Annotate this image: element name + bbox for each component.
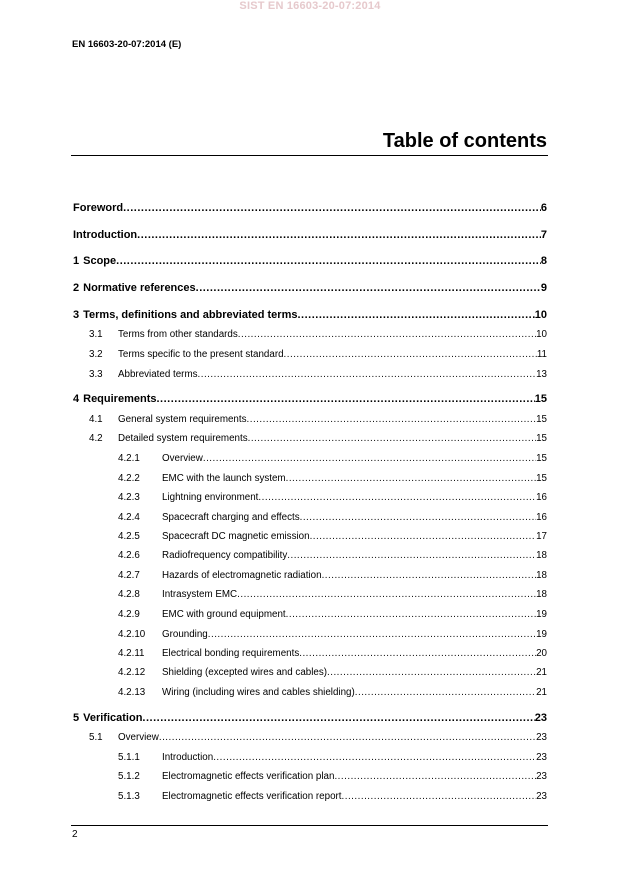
toc-dot-leader: [297, 308, 534, 323]
toc-entry-number: 4.2.2: [118, 473, 140, 484]
toc-entry-number: 5.1.3: [118, 791, 140, 802]
toc-entry-number: 3: [73, 309, 80, 321]
toc-entry[interactable]: [118, 472, 547, 486]
toc-dot-leader: [238, 328, 536, 342]
toc-entry-label: Foreword: [73, 202, 124, 214]
toc-entry-label: Terms from other standards: [118, 329, 238, 340]
toc-entry-page: 20: [536, 648, 547, 659]
toc-entry-number: 3.1: [89, 329, 103, 340]
toc-entry-page: 10: [534, 309, 547, 321]
toc-entry[interactable]: [118, 666, 547, 680]
toc-entry-page: 23: [534, 712, 547, 724]
toc-entry[interactable]: [118, 491, 547, 505]
toc-entry-label: Normative references: [83, 282, 196, 294]
toc-entry[interactable]: [118, 569, 547, 583]
toc-dot-leader: [342, 790, 537, 804]
toc-dot-leader: [237, 588, 536, 602]
toc-entry[interactable]: [89, 328, 547, 342]
toc-entry-page: 15: [536, 433, 547, 444]
toc-dot-leader: [116, 254, 541, 269]
toc-dot-leader: [247, 413, 537, 427]
toc-entry-label: Spacecraft DC magnetic emission: [162, 531, 310, 542]
toc-dot-leader: [156, 392, 534, 407]
toc-entry-number: 4.2.9: [118, 609, 140, 620]
toc-entry-label: Introduction: [73, 229, 138, 241]
toc-entry-page: 17: [536, 531, 547, 542]
toc-entry-page: 18: [536, 550, 547, 561]
toc-dot-leader: [327, 666, 536, 680]
toc-dot-leader: [287, 549, 536, 563]
toc-dot-leader: [123, 201, 541, 216]
toc-entry[interactable]: [89, 348, 547, 362]
toc-entry-label: Scope: [83, 255, 117, 267]
toc-dot-leader: [213, 751, 536, 765]
toc-entry-page: 15: [536, 414, 547, 425]
toc-entry-page: 18: [536, 570, 547, 581]
toc-entry-number: 4.2.1: [118, 453, 140, 464]
toc-dot-leader: [258, 491, 536, 505]
toc-entry[interactable]: [73, 281, 547, 296]
toc-entry-label: EMC with ground equipment: [162, 609, 286, 620]
toc-entry[interactable]: [118, 549, 547, 563]
toc-entry-number: 3.3: [89, 369, 103, 380]
toc-dot-leader: [159, 731, 536, 745]
toc-entry-label: Spacecraft charging and effects: [162, 512, 300, 523]
toc-entry-label: Electromagnetic effects verification report: [162, 791, 342, 802]
toc-dot-leader: [284, 348, 537, 362]
toc-entry-page: 8: [540, 255, 547, 267]
toc-entry-number: 1: [73, 255, 80, 267]
toc-dot-leader: [322, 569, 537, 583]
toc-dot-leader: [198, 368, 537, 382]
toc-entry[interactable]: [118, 751, 547, 765]
toc-entry-label: Abbreviated terms: [118, 369, 198, 380]
toc-entry-page: 10: [536, 329, 547, 340]
page-number: 2: [72, 829, 78, 840]
toc-dot-leader: [310, 530, 537, 544]
toc-entry[interactable]: [89, 731, 547, 745]
toc-entry[interactable]: [118, 647, 547, 661]
toc-entry-number: 4: [73, 393, 80, 405]
toc-entry-page: 15: [534, 393, 547, 405]
toc-dot-leader: [286, 608, 536, 622]
toc-entry-label: Wiring (including wires and cables shielding): [162, 687, 355, 698]
toc-entry[interactable]: [118, 608, 547, 622]
toc-entry-label: Introduction: [162, 752, 214, 763]
toc-entry[interactable]: [118, 628, 547, 642]
toc-entry[interactable]: [89, 432, 547, 446]
toc-entry-label: Intrasystem EMC: [162, 589, 238, 600]
toc-entry-page: 21: [536, 687, 547, 698]
toc-dot-leader: [300, 511, 536, 525]
toc-entry-label: EMC with the launch system: [162, 473, 286, 484]
toc-entry[interactable]: [89, 413, 547, 427]
toc-entry-number: 4.2.4: [118, 512, 140, 523]
toc-entry-label: Detailed system requirements: [118, 433, 248, 444]
toc-entry-page: 11: [536, 349, 547, 360]
toc-entry[interactable]: [89, 368, 547, 382]
toc-entry[interactable]: [73, 711, 547, 726]
toc-dot-leader: [248, 432, 537, 446]
toc-entry-number: 3.2: [89, 349, 103, 360]
toc-entry-page: 9: [540, 282, 547, 294]
toc-entry-page: 7: [540, 229, 547, 241]
toc-entry[interactable]: [73, 308, 547, 323]
toc-dot-leader: [299, 647, 536, 661]
toc-entry-number: 5.1.1: [118, 752, 140, 763]
toc-entry-page: 19: [536, 629, 547, 640]
toc-entry[interactable]: [118, 790, 547, 804]
toc-entry-page: 23: [536, 771, 547, 782]
toc-entry[interactable]: [118, 770, 547, 784]
toc-entry-number: 4.2: [89, 433, 103, 444]
toc-dot-leader: [286, 472, 536, 486]
footer-divider: [71, 825, 548, 826]
toc-entry-number: 4.2.7: [118, 570, 140, 581]
page-title: Table of contents: [382, 130, 547, 152]
toc-entry-number: 5: [73, 712, 80, 724]
toc-entry-number: 4.2.10: [118, 629, 146, 640]
toc-entry-label: General system requirements: [118, 414, 247, 425]
toc-entry-number: 4.2.12: [118, 667, 146, 678]
toc-dot-leader: [355, 686, 536, 700]
toc-entry[interactable]: [118, 686, 547, 700]
toc-dot-leader: [196, 281, 541, 296]
toc-entry-label: Requirements: [83, 393, 157, 405]
toc-entry-page: 16: [536, 492, 547, 503]
toc-entry-page: 15: [536, 473, 547, 484]
toc-entry-label: Overview: [118, 732, 159, 743]
toc-entry-page: 18: [536, 589, 547, 600]
toc-entry-label: Overview: [162, 453, 203, 464]
toc-dot-leader: [334, 770, 536, 784]
toc-entry[interactable]: [118, 530, 547, 544]
toc-dot-leader: [142, 711, 534, 726]
toc-entry-page: 19: [536, 609, 547, 620]
toc-entry-label: Grounding: [162, 629, 208, 640]
toc-entry-number: 4.2.3: [118, 492, 140, 503]
toc-entry-number: 4.2.6: [118, 550, 140, 561]
toc-entry-label: Shielding (excepted wires and cables): [162, 667, 328, 678]
toc-entry-label: Lightning environment: [162, 492, 259, 503]
document-id: EN 16603-20-07:2014 (E): [72, 39, 182, 50]
toc-entry-label: Electrical bonding requirements: [162, 648, 300, 659]
toc-entry-number: 4.2.13: [118, 687, 146, 698]
toc-entry-label: Radiofrequency compatibility: [162, 550, 288, 561]
toc-entry-number: 4.2.11: [118, 648, 145, 659]
toc-entry-label: Terms, definitions and abbreviated terms: [83, 309, 298, 321]
toc-entry-number: 4.2.5: [118, 531, 140, 542]
toc-dot-leader: [137, 228, 541, 243]
toc-entry[interactable]: [73, 201, 547, 216]
toc-entry-page: 16: [536, 512, 547, 523]
toc-entry-label: Verification: [83, 712, 143, 724]
toc-entry-page: 6: [540, 202, 547, 214]
toc-entry-number: 2: [73, 282, 80, 294]
toc-entry-label: Terms specific to the present standard: [118, 349, 284, 360]
toc-entry[interactable]: [118, 588, 547, 602]
toc-entry-page: 23: [536, 752, 547, 763]
toc-entry-label: Electromagnetic effects verification plan: [162, 771, 335, 782]
toc-entry-number: 4.2.8: [118, 589, 140, 600]
toc-entry-page: 15: [536, 453, 547, 464]
toc-entry-page: 13: [536, 369, 547, 380]
toc-dot-leader: [203, 452, 536, 466]
toc-entry[interactable]: [118, 511, 547, 525]
toc-entry-label: Hazards of electromagnetic radiation: [162, 570, 322, 581]
toc-entry-number: 5.1: [89, 732, 103, 743]
watermark: SIST EN 16603-20-07:2014: [239, 0, 381, 12]
toc-entry-number: 5.1.2: [118, 771, 140, 782]
toc-entry[interactable]: [118, 452, 547, 466]
toc-entry-number: 4.1: [89, 414, 103, 425]
toc-entry[interactable]: [73, 228, 547, 243]
toc-entry[interactable]: [73, 254, 547, 269]
toc-entry[interactable]: [73, 392, 547, 407]
toc-entry-page: 23: [536, 732, 547, 743]
toc-dot-leader: [208, 628, 536, 642]
toc-entry-page: 23: [536, 791, 547, 802]
toc-entry-page: 21: [536, 667, 547, 678]
